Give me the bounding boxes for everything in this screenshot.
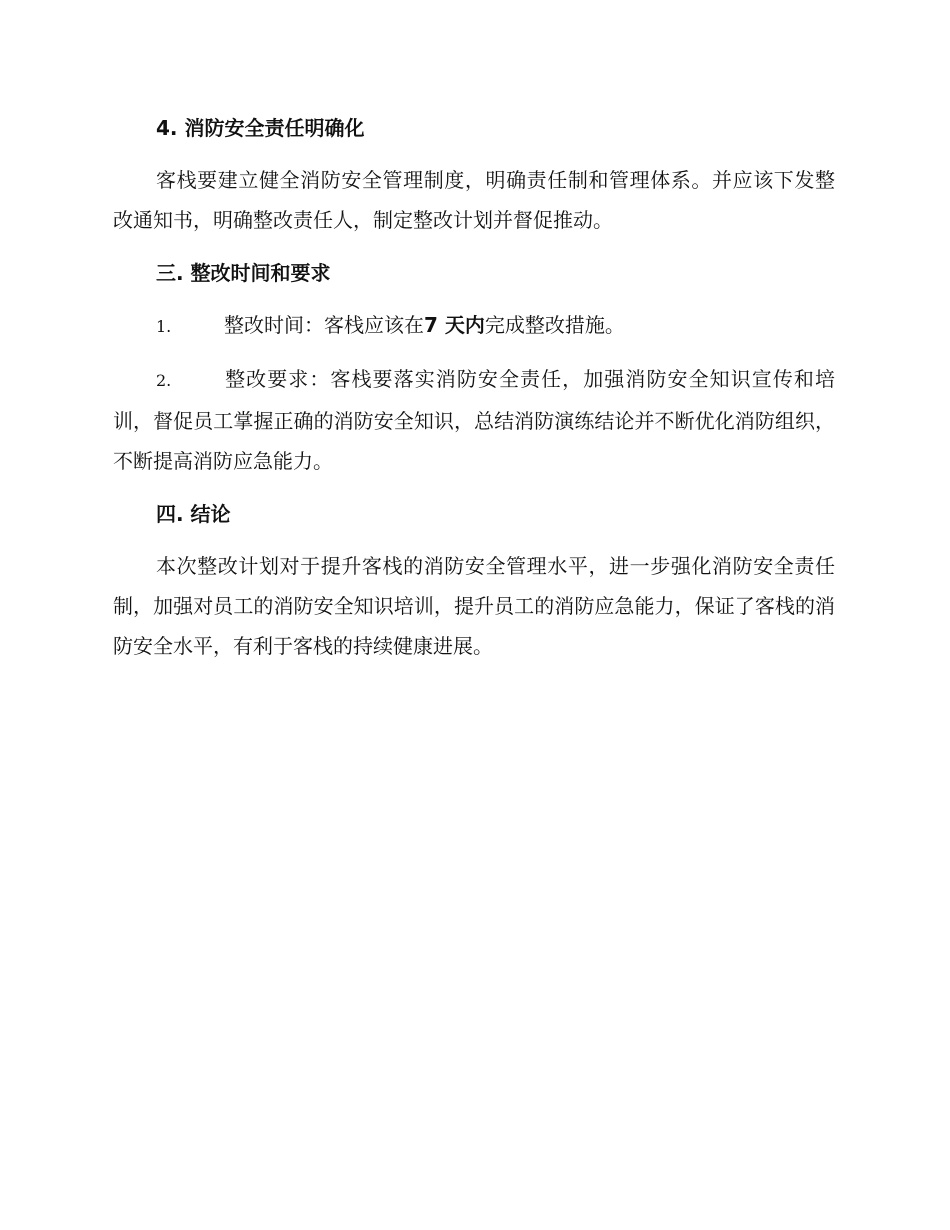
list-text-2: 整改要求：客栈要落实消防安全责任，加强消防安全知识宣传和培训，督促员工掌握正确的消防安全知识，总结消防演练结论并不断优化消防组织，不断提高消防应急能力。	[113, 367, 835, 473]
list-number-2: 2.	[156, 371, 172, 390]
list-text-1-before: 整改时间：客栈应该在	[224, 313, 424, 337]
list-item-2	[113, 359, 835, 481]
section-4-paragraph: 客栈要建立健全消防安全管理制度，明确责任制和管理体系。并应该下发整改通知书，明确整改责任人，制定整改计划并督促推动。	[113, 168, 835, 232]
deadline-highlight: 7 天内	[424, 313, 485, 337]
document-page	[113, 108, 835, 666]
section-4-heading: 4. 消防安全责任明确化	[156, 116, 365, 140]
conclusion-paragraph: 本次整改计划对于提升客栈的消防安全管理水平，进一步强化消防安全责任制，加强对员工的消防安全知识培训，提升员工的消防应急能力，保证了客栈的消防安全水平，有利于客栈的持续健康进展。	[113, 554, 835, 658]
conclusion-heading: 四. 结论	[156, 502, 231, 526]
list-number-1: 1.	[156, 317, 172, 336]
list-text-1-after: 完成整改措施。	[484, 313, 625, 337]
section-3-heading: 三. 整改时间和要求	[156, 261, 331, 285]
list-item-1	[113, 305, 835, 347]
